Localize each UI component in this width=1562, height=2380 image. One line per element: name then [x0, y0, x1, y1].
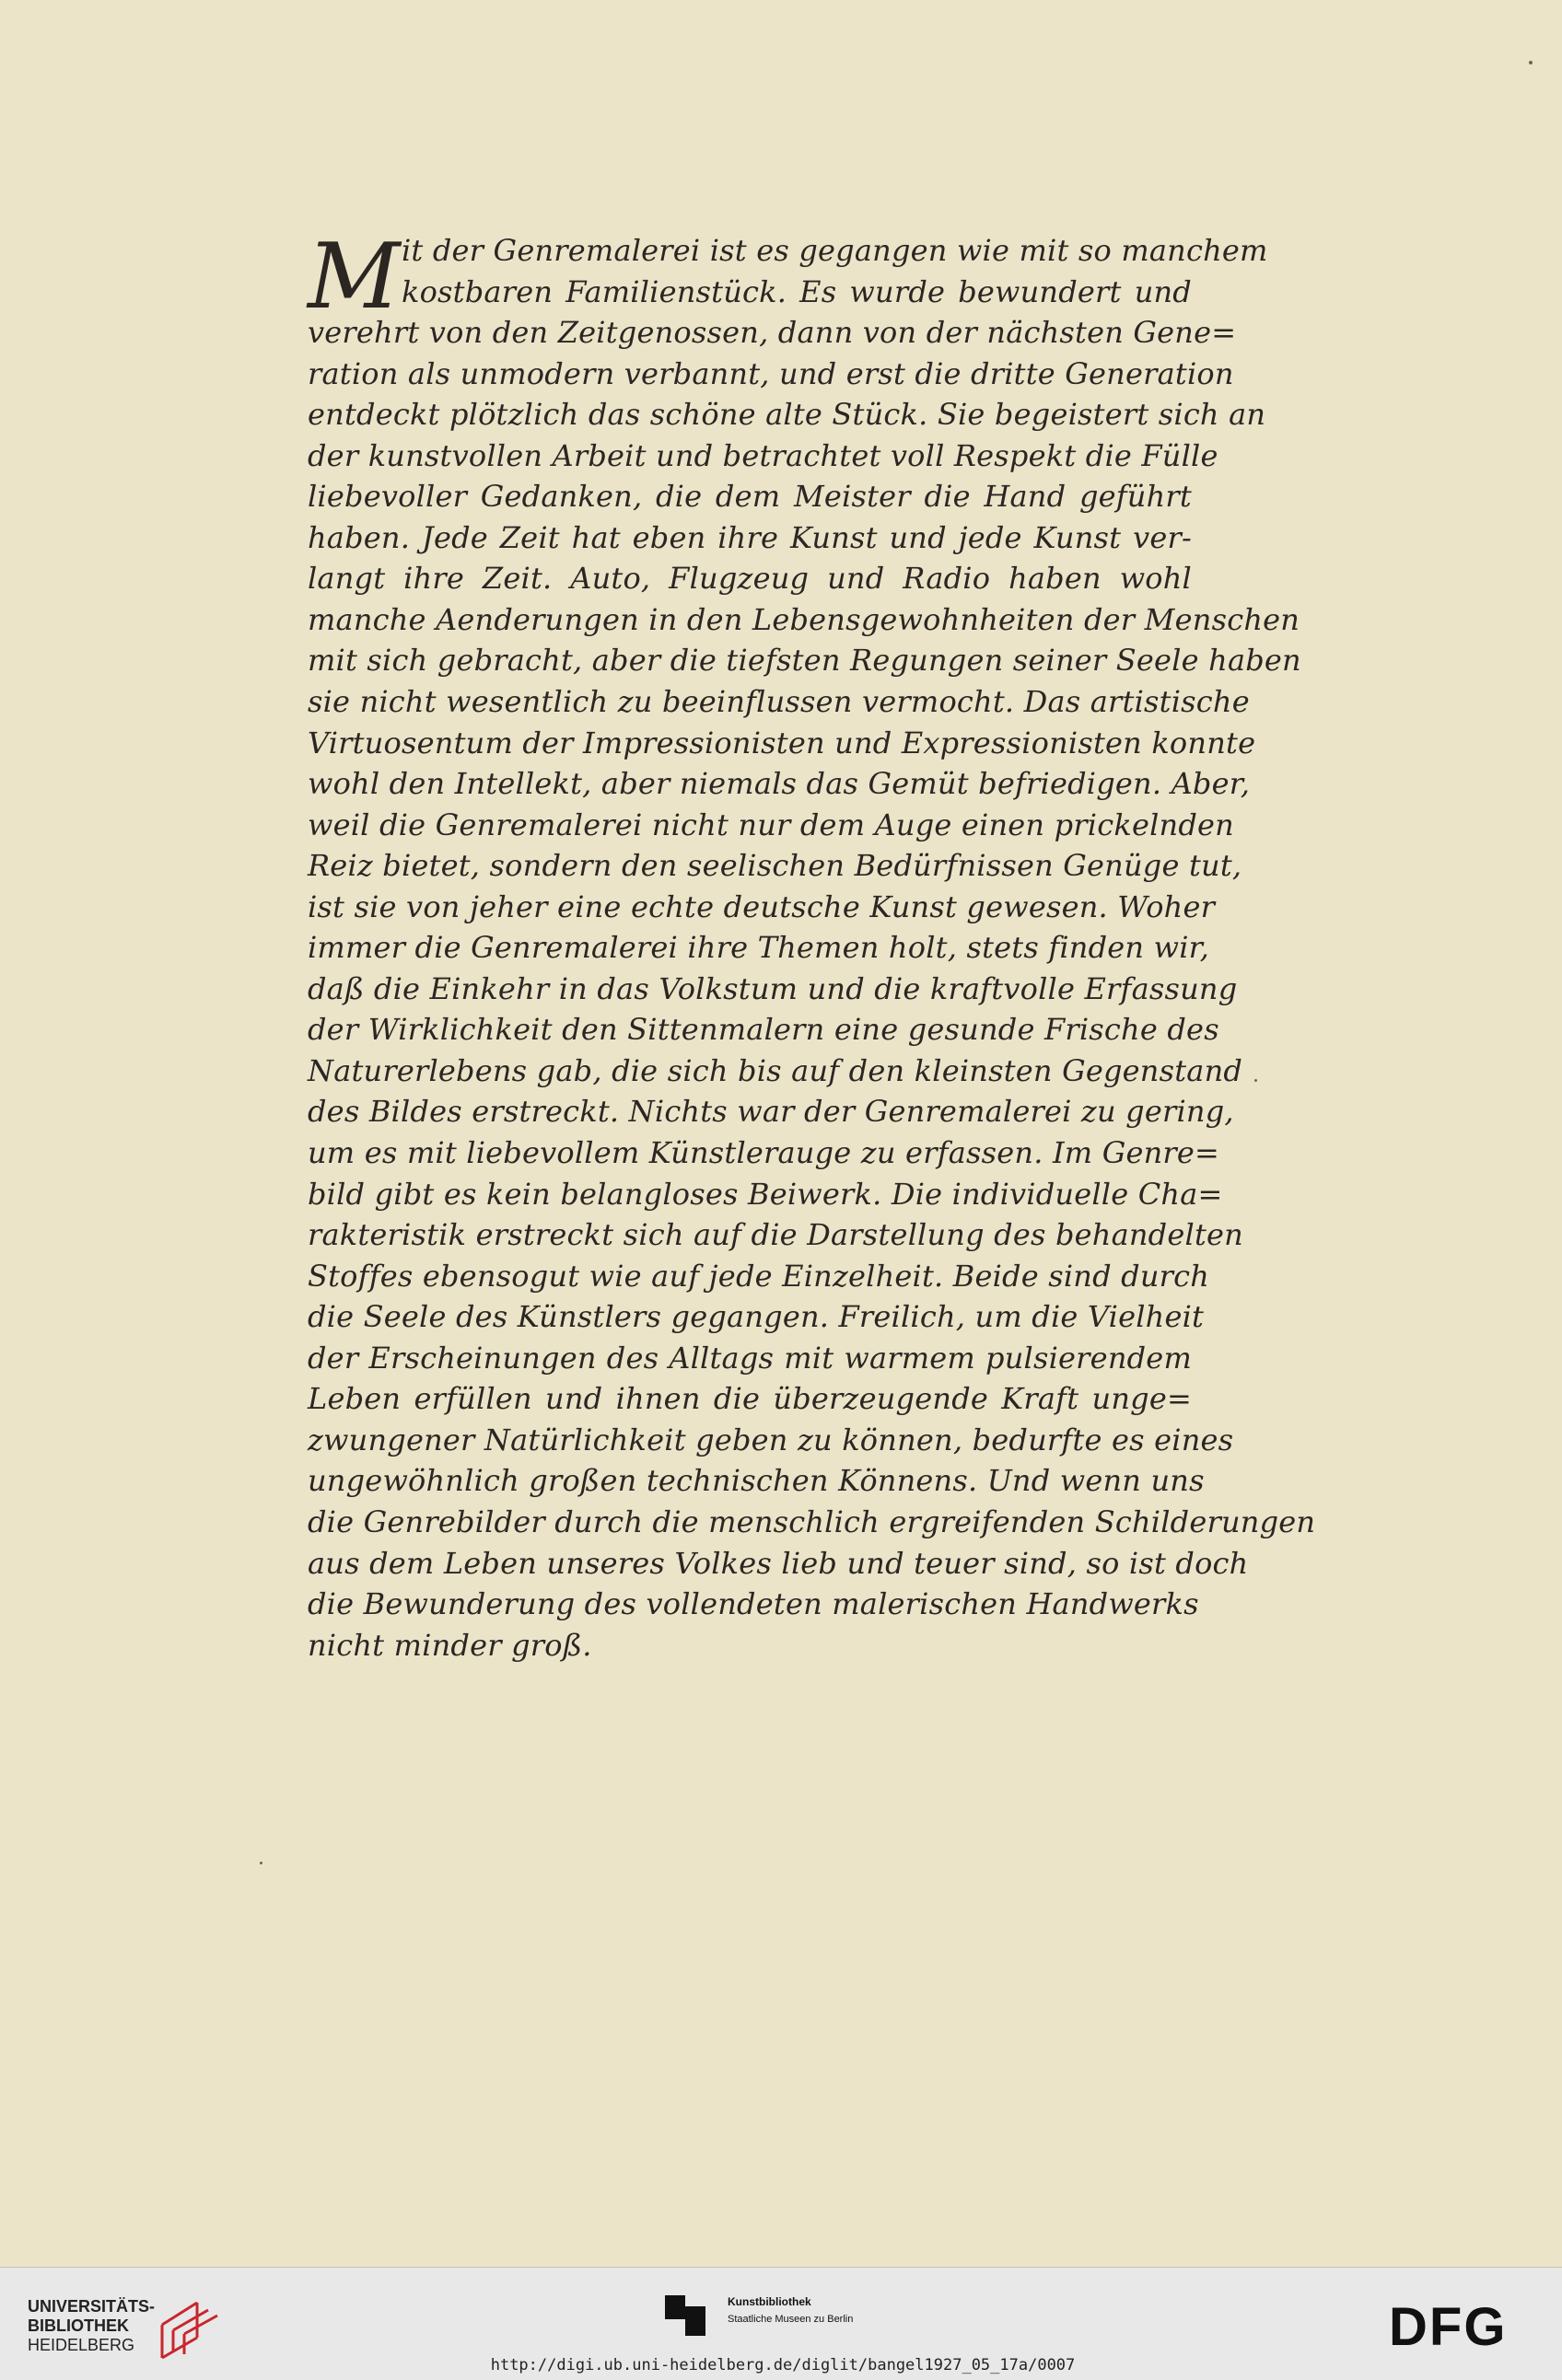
text-line: die Genrebilder durch die menschlich ergreifenden Schilderungen: [308, 1503, 1316, 1539]
text-line: ist sie von jeher eine echte deutsche Kunst gewesen. Woher: [308, 888, 1216, 924]
text-line: Reiz bietet, sondern den seelischen Bedürfnissen Genüge tut,: [308, 848, 1242, 884]
text-line: immer die Genremalerei ihre Themen holt, stets finden wir,: [308, 930, 1209, 966]
permalink-url[interactable]: http://digi.ub.uni-heidelberg.de/diglit/bangel1927_05_17a/0007: [490, 2356, 1076, 2374]
kunstbibliothek-logo[interactable]: [665, 2290, 923, 2345]
text-line: die Seele des Künstlers gegangen. Freilich, um die Vielheit: [308, 1299, 1205, 1335]
text-line: Stoffes ebensogut wie auf jede Einzelheit. Beide sind durch: [308, 1258, 1210, 1294]
text-line: mit sich gebracht, aber die tiefsten Regungen seiner Seele haben: [308, 643, 1301, 679]
text-line: Virtuosentum der Impressionisten und Expressionisten konnte: [308, 725, 1256, 760]
ub-logo-text: [28, 2297, 155, 2355]
kunstbibliothek-subtitle: Staatliche Museen zu Berlin: [728, 2314, 854, 2325]
dfg-logo-text: DFG: [1389, 2301, 1508, 2352]
text-line: der Wirklichkeit den Sittenmalern eine gesunde Frische des: [308, 1012, 1219, 1048]
ub-line-1: UNIVERSITÄTS-: [28, 2297, 156, 2316]
article-text: [308, 225, 1316, 1666]
scan-speck: [260, 1862, 262, 1864]
text-line: der Erscheinungen des Alltags mit warmem pulsierendem: [308, 1340, 1192, 1376]
ub-mark-icon: [157, 2297, 223, 2363]
text-line: weil die Genremalerei nicht nur dem Auge einen prickelnden: [308, 807, 1234, 842]
text-line: die Bewunderung des vollendeten malerischen Handwerks: [308, 1586, 1199, 1622]
text-line: des Bildes erstreckt. Nichts war der Genremalerei zu gering,: [308, 1094, 1234, 1130]
text-line: haben. Jede Zeit hat eben ihre Kunst und jede Kunst ver-: [308, 519, 1192, 555]
text-line: ration als unmodern verbannt, und erst die dritte Generation: [308, 355, 1234, 391]
dfg-logo[interactable]: [1389, 2301, 1536, 2352]
text-line: it der Genremalerei ist es gegangen wie mit so manchem: [402, 233, 1268, 268]
text-line: rakteristik erstreckt sich auf die Darstellung des behandelten: [308, 1217, 1243, 1253]
text-line: Leben erfüllen und ihnen die überzeugende Kraft unge=: [308, 1381, 1192, 1417]
text-line: kostbaren Familienstück. Es wurde bewundert und: [402, 273, 1192, 309]
text-line: wohl den Intellekt, aber niemals das Gemüt befriedigen. Aber,: [308, 766, 1251, 802]
text-line: ungewöhnlich großen technischen Könnens. Und wenn uns: [308, 1463, 1205, 1499]
article-lines: [308, 225, 1316, 1666]
kunstbibliothek-name: Kunstbibliothek: [728, 2295, 811, 2308]
kunstbibliothek-mark-icon: [665, 2295, 711, 2339]
text-line: zwungener Natürlichkeit geben zu können, bedurfte es eines: [308, 1422, 1234, 1457]
text-line: bild gibt es kein belangloses Beiwerk. Die individuelle Cha=: [308, 1176, 1223, 1212]
text-line: liebevoller Gedanken, die dem Meister die Hand geführt: [308, 479, 1192, 515]
text-line: manche Aenderungen in den Lebensgewohnheiten der Menschen: [308, 601, 1300, 637]
text-line: entdeckt plötzlich das schöne alte Stück. Sie begeistert sich an: [308, 397, 1266, 433]
text-line: verehrt von den Zeitgenossen, dann von der nächsten Gene=: [308, 315, 1237, 351]
text-line: Naturerlebens gab, die sich bis auf den kleinsten Gegenstand: [308, 1052, 1243, 1088]
ub-heidelberg-logo[interactable]: [28, 2297, 230, 2362]
text-line: der kunstvollen Arbeit und betrachtet voll Respekt die Fülle: [308, 437, 1218, 473]
scan-speck: [1529, 61, 1533, 64]
drop-cap: M: [308, 225, 401, 330]
text-line: um es mit liebevollem Künstlerauge zu erfassen. Im Genre=: [308, 1135, 1220, 1171]
footer-bar: [0, 2268, 1562, 2380]
text-line: daß die Einkehr in das Volkstum und die kraftvolle Erfassung: [308, 970, 1238, 1006]
scan-speck: [1254, 1079, 1257, 1082]
ub-line-3: HEIDELBERG: [28, 2336, 135, 2354]
text-line: sie nicht wesentlich zu beeinflussen vermocht. Das artistische: [308, 684, 1250, 720]
ub-line-2: BIBLIOTHEK: [28, 2316, 129, 2335]
text-line: aus dem Leben unseres Volkes lieb und teuer sind, so ist doch: [308, 1545, 1249, 1581]
text-line: nicht minder groß.: [308, 1627, 592, 1663]
text-line: langt ihre Zeit. Auto, Flugzeug und Radio haben wohl: [308, 561, 1192, 597]
